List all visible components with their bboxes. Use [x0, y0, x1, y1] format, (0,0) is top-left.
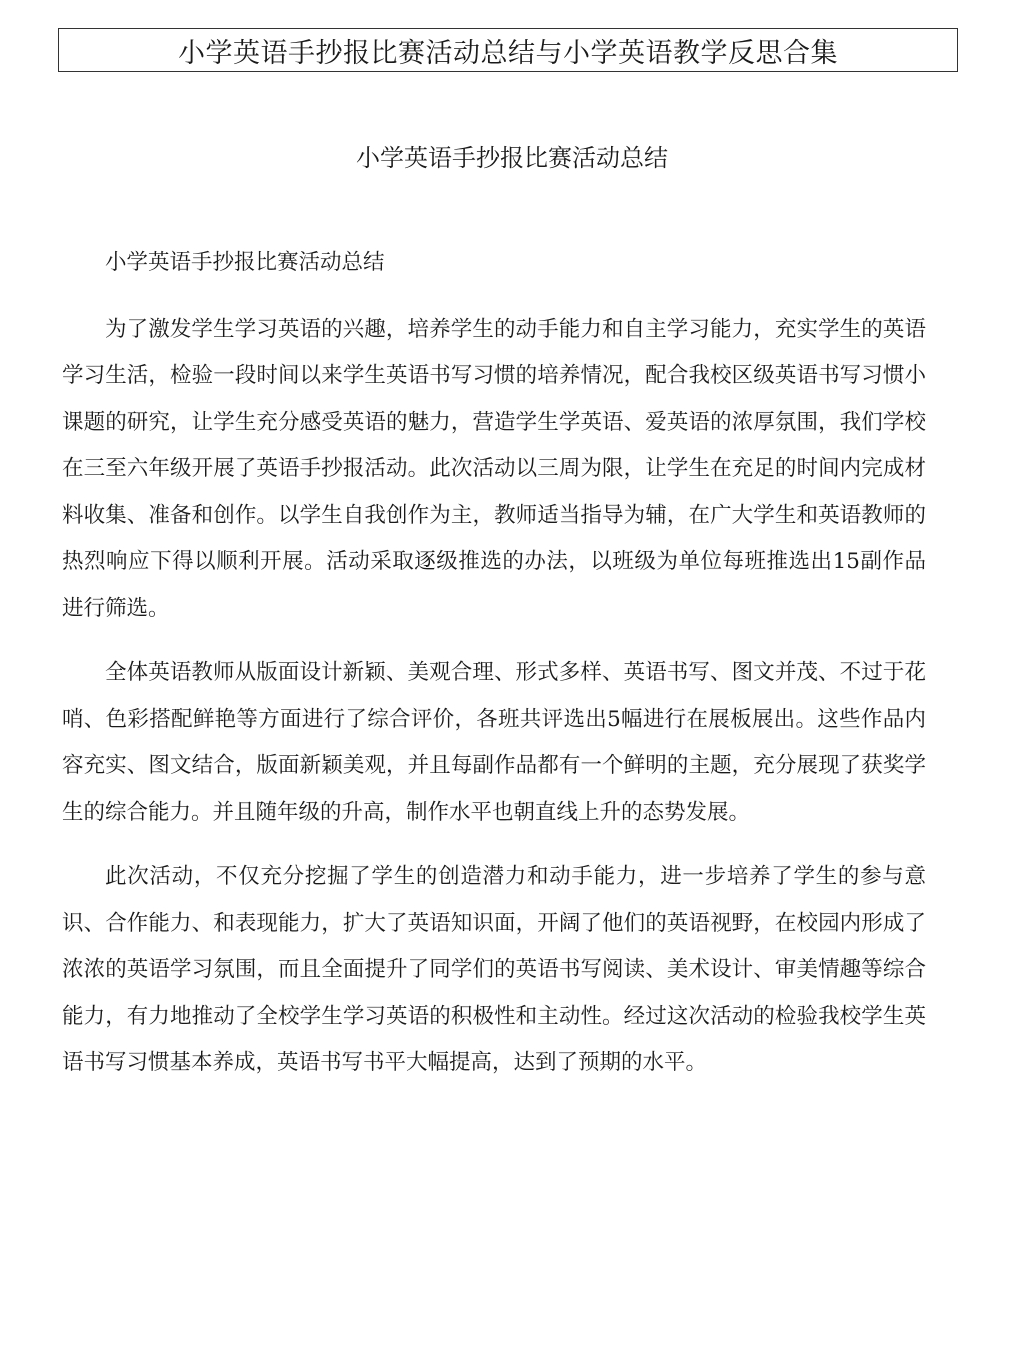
paragraph-3: 此次活动，不仅充分挖掘了学生的创造潜力和动手能力，进一步培养了学生的参与意识、合作能力、和表现能力，扩大了英语知识面，开阔了他们的英语视野，在校园内形成了浓浓的英语学习氛围，而且全面提升了同学们的英语书写阅读、美术设计、审美情趣等综合能力，有力地推动了全校学生学习英语的积极性和主动性。经过这次活动的检验我校学生英语书写习惯基本养成，英语书写书平大幅提高，达到了预期的水平。	[62, 864, 926, 1075]
section-title: 小学英语手抄报比赛活动总结	[356, 144, 668, 172]
document-body	[62, 240, 926, 1105]
section-heading: 小学英语手抄报比赛活动总结	[105, 250, 385, 275]
paragraph-1: 为了激发学生学习英语的兴趣，培养学生的动手能力和自主学习能力，充实学生的英语学习生活，检验一段时间以来学生英语书写习惯的培养情况，配合我校区级英语书写习惯小课题的研究，让学生充分感受英语的魅力，营造学生学英语、爱英语的浓厚氛围，我们学校在三至六年级开展了英语手抄报活动。此次活动以三周为限，让学生在充足的时间内完成材料收集、准备和创作。以学生自我创作为主，教师适当指导为辅，在广大学生和英语教师的热烈响应下得以顺利开展。活动采取逐级推选的办法，以班级为单位每班推选出15副作品进行筛选。	[62, 316, 926, 621]
document-main-title: 小学英语手抄报比赛活动总结与小学英语教学反思合集	[58, 28, 958, 72]
paragraph-2: 全体英语教师从版面设计新颖、美观合理、形式多样、英语书写、图文并茂、不过于花哨、色彩搭配鲜艳等方面进行了综合评价，各班共评选出5幅进行在展板展出。这些作品内容充实、图文结合，版面新颖美观，并且每副作品都有一个鲜明的主题，充分展现了获奖学生的综合能力。并且随年级的升高，制作水平也朝直线上升的态势发展。	[62, 660, 926, 825]
